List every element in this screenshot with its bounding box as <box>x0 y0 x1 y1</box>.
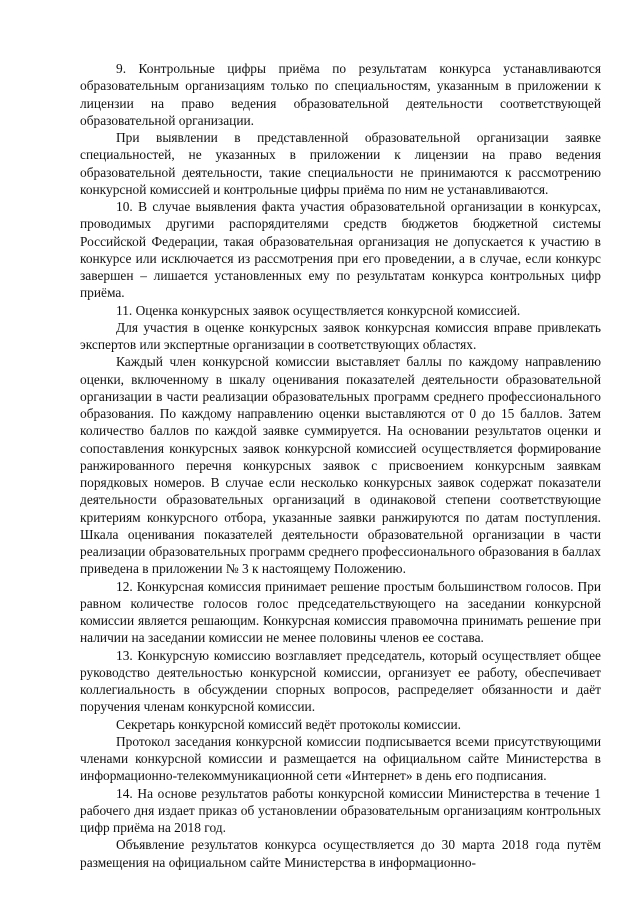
paragraph-13: 13. Конкурсную комиссию возглавляет председатель, который осуществляет общее руководство деятельностью конкурсной комиссии, организует ее работу, обеспечивает коллегиальность в обсуждении спорных вопросов, распределяет обязанности и даёт поручения членам конкурсной комиссии. <box>80 647 601 715</box>
paragraph-9: 9. Контрольные цифры приёма по результатам конкурса устанавливаются образовательным организациям только по специальностям, указанным в приложении к лицензии на право ведения образовательной деятельности соответствующей образовательной организации. <box>80 61 601 128</box>
paragraph-10: 10. В случае выявления факта участия образовательной организации в конкурсах, проводимых другими распорядителями средств бюджетов бюджетной системы Российской Федерации, такая образовательная организация не допускается к участию в конкурсе или исключается из рассмотрения при его проведении, а в случае, если конкурс завершен – лишается установленных ему по результатам конкурса контрольных цифр приёма. <box>80 199 601 301</box>
paragraph-13-protocol: Протокол заседания конкурсной комиссии подписывается всеми присутствующими членами конкурсной комиссии и размещается на официальном сайте Министерства в информационно-телекоммуникационной сети «Интернет» в день его подписания. <box>80 733 601 784</box>
paragraph-11-scoring: Каждый член конкурсной комиссии выставляет баллы по каждому направлению оценки, включенному в шкалу оценивания показателей деятельности образовательной организации в части реализации образовательных программ среднего профессионального образования. По каждому направлению оценки выставляются от 0 до 15 баллов. Затем количество баллов по каждой заявке суммируется. На основании результатов оценки и сопоставления конкурсных заявок конкурсной комиссией осуществляется формирование ранжированного перечня конкурсных заявок с присвоением конкурсным заявкам порядковых номеров. В случае если несколько конкурсных заявок содержат показатели деятельности образовательных организаций в одинаковой степени соответствующие критериям конкурсного отбора, указанные заявки ранжируются по датам поступления. Шкала оценивания показателей деятельности образовательной организации в части реализации образовательных программ среднего профессионального образования в баллах приведена в приложении № 3 к настоящему Положению. <box>80 354 601 577</box>
paragraph-11: 11. Оценка конкурсных заявок осуществляется конкурсной комиссией. <box>116 302 521 318</box>
paragraph-11-experts: Для участия в оценке конкурсных заявок конкурсная комиссия вправе привлекать экспертов или экспертные организации в соответствующих областях. <box>80 319 601 352</box>
paragraph-13-secretary: Секретарь конкурсной комиссий ведёт протоколы комиссии. <box>116 716 462 732</box>
paragraph-14-announcement: Объявление результатов конкурса осуществляется до 30 марта 2018 года путём размещения на официальном сайте Министерства в информационно- <box>80 837 601 870</box>
paragraph-14: 14. На основе результатов работы конкурсной комиссии Министерства в течение 1 рабочего дня издает приказ об установлении образовательным организациям контрольных цифр приёма на 2018 год. <box>80 785 601 835</box>
paragraph-9-specialties: При выявлении в представленной образовательной организации заявке специальностей, не указанных в приложении к лицензии на право ведения образовательной деятельности, такие специальности не принимаются к рассмотрению конкурсной комиссией и контрольные цифры приёма по ним не устанавливаются. <box>80 130 601 197</box>
document-page <box>80 60 601 871</box>
paragraph-12: 12. Конкурсная комиссия принимает решение простым большинством голосов. При равном количестве голосов голос председательствующего на заседании конкурсной комиссии является решающим. Конкурсная комиссия правомочна принимать решение при наличии на заседании комиссии не менее половины членов ее состава. <box>80 578 601 646</box>
